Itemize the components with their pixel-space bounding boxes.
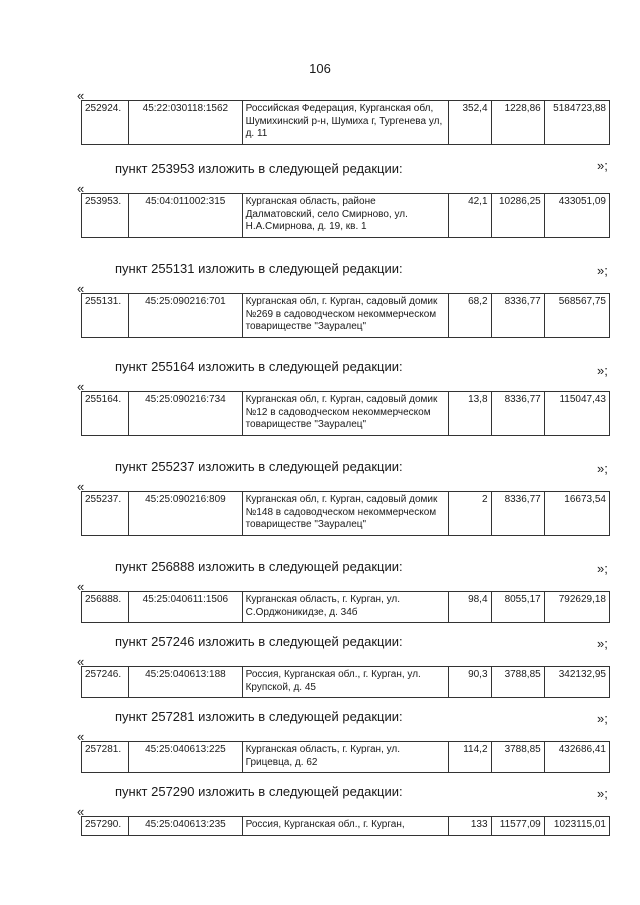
table-row bbox=[82, 817, 610, 836]
cadastral-number: 45:25:090216:734 bbox=[129, 392, 242, 436]
row-number: 255131. bbox=[82, 294, 129, 338]
cadastral-value: 5184723,88 bbox=[544, 101, 609, 145]
row-number: 257281. bbox=[82, 742, 129, 773]
cadastral-number: 45:25:040613:188 bbox=[129, 667, 242, 698]
object-address: Россия, Курганская обл., г. Курган, ул. Крупской, д. 45 bbox=[242, 667, 449, 698]
cadastral-value: 1023115,01 bbox=[544, 817, 609, 836]
registry-table bbox=[81, 100, 610, 145]
area-value: 68,2 bbox=[449, 294, 491, 338]
area-value: 352,4 bbox=[449, 101, 491, 145]
registry-table bbox=[81, 741, 610, 773]
area-value: 133 bbox=[449, 817, 491, 836]
close-quote: »; bbox=[597, 711, 608, 726]
table-row bbox=[82, 194, 610, 238]
table-row bbox=[82, 294, 610, 338]
registry-table bbox=[81, 666, 610, 698]
table-row bbox=[82, 101, 610, 145]
cadastral-value: 115047,43 bbox=[544, 392, 609, 436]
area-value: 42,1 bbox=[449, 194, 491, 238]
unit-price: 8055,17 bbox=[491, 592, 544, 623]
open-quote: « bbox=[77, 88, 85, 103]
cadastral-value: 433051,09 bbox=[544, 194, 609, 238]
close-quote: »; bbox=[597, 561, 608, 576]
registry-table bbox=[81, 491, 610, 536]
row-number: 252924. bbox=[82, 101, 129, 145]
object-address: Курганская область, г. Курган, ул. С.Орджоникидзе, д. 34б bbox=[242, 592, 449, 623]
amendment-instruction: пункт 257246 изложить в следующей редакции: bbox=[115, 634, 403, 649]
unit-price: 8336,77 bbox=[491, 492, 544, 536]
amendment-instruction: пункт 255164 изложить в следующей редакции: bbox=[115, 359, 403, 374]
amendment-instruction: пункт 257290 изложить в следующей редакции: bbox=[115, 784, 403, 799]
close-quote: »; bbox=[597, 636, 608, 651]
object-address: Курганская обл, г. Курган, садовый домик №12 в садоводческом некоммерческом товариществе "Зауралец" bbox=[242, 392, 449, 436]
open-quote: « bbox=[77, 804, 85, 819]
object-address: Курганская обл, г. Курган, садовый домик №269 в садоводческом некоммерческом товариществе "Зауралец" bbox=[242, 294, 449, 338]
page-number: 106 bbox=[309, 61, 331, 76]
open-quote: « bbox=[77, 379, 85, 394]
cadastral-value: 16673,54 bbox=[544, 492, 609, 536]
close-quote: »; bbox=[597, 786, 608, 801]
object-address: Российская Федерация, Курганская обл, Шумихинский р-н, Шумиха г, Тургенева ул, д. 11 bbox=[242, 101, 449, 145]
unit-price: 10286,25 bbox=[491, 194, 544, 238]
object-address: Курганская обл, г. Курган, садовый домик №148 в садоводческом некоммерческом товариществе "Зауралец" bbox=[242, 492, 449, 536]
table-row bbox=[82, 592, 610, 623]
unit-price: 3788,85 bbox=[491, 667, 544, 698]
cadastral-number: 45:25:040611:1506 bbox=[129, 592, 242, 623]
close-quote: »; bbox=[597, 363, 608, 378]
registry-table bbox=[81, 391, 610, 436]
open-quote: « bbox=[77, 479, 85, 494]
area-value: 13,8 bbox=[449, 392, 491, 436]
table-row bbox=[82, 742, 610, 773]
area-value: 114,2 bbox=[449, 742, 491, 773]
unit-price: 11577,09 bbox=[491, 817, 544, 836]
close-quote: »; bbox=[597, 158, 608, 173]
row-number: 256888. bbox=[82, 592, 129, 623]
table-row bbox=[82, 492, 610, 536]
unit-price: 3788,85 bbox=[491, 742, 544, 773]
row-number: 255237. bbox=[82, 492, 129, 536]
cadastral-value: 568567,75 bbox=[544, 294, 609, 338]
cadastral-value: 342132,95 bbox=[544, 667, 609, 698]
cadastral-value: 432686,41 bbox=[544, 742, 609, 773]
amendment-instruction: пункт 253953 изложить в следующей редакции: bbox=[115, 161, 403, 176]
object-address: Россия, Курганская обл., г. Курган, bbox=[242, 817, 449, 836]
unit-price: 8336,77 bbox=[491, 294, 544, 338]
cadastral-number: 45:04:011002:315 bbox=[129, 194, 242, 238]
amendment-instruction: пункт 256888 изложить в следующей редакции: bbox=[115, 559, 403, 574]
close-quote: »; bbox=[597, 461, 608, 476]
area-value: 98,4 bbox=[449, 592, 491, 623]
area-value: 90,3 bbox=[449, 667, 491, 698]
table-row bbox=[82, 392, 610, 436]
row-number: 257246. bbox=[82, 667, 129, 698]
cadastral-number: 45:25:090216:809 bbox=[129, 492, 242, 536]
registry-table bbox=[81, 591, 610, 623]
open-quote: « bbox=[77, 579, 85, 594]
row-number: 253953. bbox=[82, 194, 129, 238]
row-number: 255164. bbox=[82, 392, 129, 436]
object-address: Курганская область, г. Курган, ул. Грицевца, д. 62 bbox=[242, 742, 449, 773]
cadastral-number: 45:25:040613:235 bbox=[129, 817, 242, 836]
registry-table bbox=[81, 293, 610, 338]
cadastral-number: 45:25:090216:701 bbox=[129, 294, 242, 338]
object-address: Курганская область, районе Далматовский, село Смирново, ул. Н.А.Смирнова, д. 19, кв. 1 bbox=[242, 194, 449, 238]
registry-table bbox=[81, 193, 610, 238]
open-quote: « bbox=[77, 654, 85, 669]
open-quote: « bbox=[77, 181, 85, 196]
area-value: 2 bbox=[449, 492, 491, 536]
open-quote: « bbox=[77, 281, 85, 296]
amendment-instruction: пункт 255237 изложить в следующей редакции: bbox=[115, 459, 403, 474]
cadastral-number: 45:25:040613:225 bbox=[129, 742, 242, 773]
unit-price: 1228,86 bbox=[491, 101, 544, 145]
registry-table bbox=[81, 816, 610, 836]
cadastral-value: 792629,18 bbox=[544, 592, 609, 623]
unit-price: 8336,77 bbox=[491, 392, 544, 436]
cadastral-number: 45:22:030118:1562 bbox=[129, 101, 242, 145]
amendment-instruction: пункт 255131 изложить в следующей редакции: bbox=[115, 261, 403, 276]
amendment-instruction: пункт 257281 изложить в следующей редакции: bbox=[115, 709, 403, 724]
open-quote: « bbox=[77, 729, 85, 744]
table-row bbox=[82, 667, 610, 698]
close-quote: »; bbox=[597, 263, 608, 278]
row-number: 257290. bbox=[82, 817, 129, 836]
